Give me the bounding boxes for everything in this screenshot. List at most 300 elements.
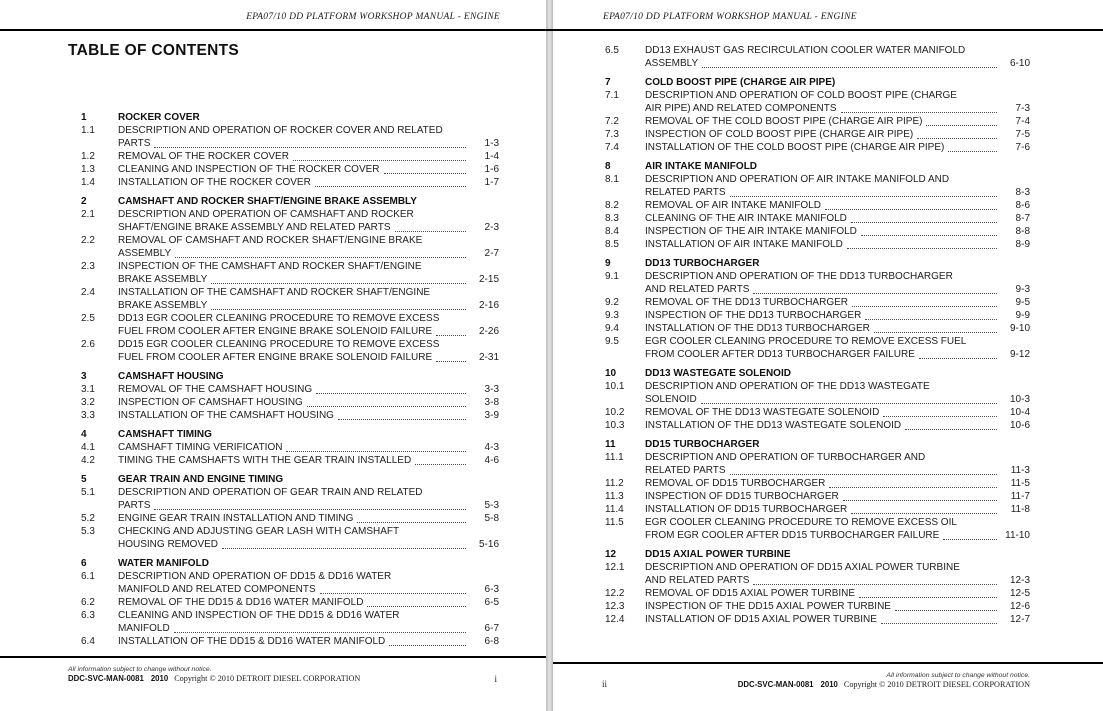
entry-number: 7.1 bbox=[605, 90, 619, 101]
toc-section-heading bbox=[605, 438, 1030, 451]
section-title: CAMSHAFT AND ROCKER SHAFT/ENGINE BRAKE ASSEMBLY bbox=[118, 196, 417, 207]
entry-number: 2.4 bbox=[81, 287, 95, 298]
entry-title bbox=[645, 44, 1000, 70]
entry-title-line: CHECKING AND ADJUSTING GEAR LASH WITH CAMSHAFT bbox=[118, 526, 400, 537]
entry-title bbox=[645, 613, 1000, 626]
entry-title-last-line bbox=[645, 600, 1000, 613]
entry-title-line: EGR COOLER CLEANING PROCEDURE TO REMOVE EXCESS OIL bbox=[645, 517, 957, 528]
dot-leader bbox=[293, 150, 466, 161]
entry-title-line: INSTALLATION OF THE CAMSHAFT AND ROCKER SHAFT/ENGINE bbox=[118, 287, 431, 298]
running-header-right: EPA07/10 DD PLATFORM WORKSHOP MANUAL - ENGINE bbox=[603, 12, 857, 22]
dot-leader bbox=[367, 596, 466, 607]
dot-leader bbox=[701, 393, 997, 404]
entry-title-last-line bbox=[645, 490, 1000, 503]
entry-number: 6.3 bbox=[81, 610, 95, 621]
entry-title bbox=[645, 380, 1000, 406]
toc-entry bbox=[81, 635, 499, 648]
entry-title-last-line bbox=[645, 322, 1000, 335]
footer-rule-right bbox=[553, 662, 1103, 664]
entry-number: 12.3 bbox=[605, 601, 625, 612]
entry-page-number: 2-31 bbox=[478, 352, 499, 363]
toc-entry bbox=[81, 512, 499, 525]
section-title: ROCKER COVER bbox=[118, 112, 200, 123]
entry-title-line: DESCRIPTION AND OPERATION OF THE DD13 TURBOCHARGER bbox=[645, 271, 953, 282]
entry-title-line: SHAFT/ENGINE BRAKE ASSEMBLY AND RELATED PARTS bbox=[118, 222, 391, 233]
entry-title-line: DESCRIPTION AND OPERATION OF DD15 & DD16 WATER bbox=[118, 571, 392, 582]
entry-title-last-line bbox=[645, 238, 1000, 251]
toc-section-heading bbox=[605, 548, 1030, 561]
toc-entry bbox=[605, 173, 1030, 199]
entry-title-line: ENGINE GEAR TRAIN INSTALLATION AND TIMING bbox=[118, 513, 354, 524]
entry-page-number: 10-3 bbox=[1009, 394, 1030, 405]
entry-title bbox=[118, 441, 469, 454]
entry-title-last-line bbox=[645, 186, 1000, 199]
entry-number: 11.3 bbox=[605, 491, 624, 502]
footer-right bbox=[738, 672, 1030, 689]
dot-leader bbox=[843, 490, 997, 501]
section-number: 1 bbox=[81, 112, 87, 123]
entry-number: 5.1 bbox=[81, 487, 95, 498]
toc-entry bbox=[605, 419, 1030, 432]
entry-title-last-line bbox=[645, 199, 1000, 212]
entry-page-number: 1-7 bbox=[484, 177, 499, 188]
section-title: WATER MANIFOLD bbox=[118, 558, 209, 569]
toc-entry bbox=[605, 296, 1030, 309]
entry-page-number: 11-3 bbox=[1010, 465, 1030, 476]
toc-entry bbox=[81, 441, 499, 454]
entry-number: 7.2 bbox=[605, 116, 619, 127]
entry-page-number: 11-10 bbox=[1005, 530, 1030, 541]
entry-title-line: DD13 EXHAUST GAS RECIRCULATION COOLER WATER MANIFOLD bbox=[645, 45, 966, 56]
entry-title-last-line bbox=[645, 503, 1000, 516]
entry-title-line: SOLENOID bbox=[645, 394, 697, 405]
entry-number: 4.2 bbox=[81, 455, 95, 466]
toc-entry bbox=[605, 516, 1030, 542]
dot-leader bbox=[154, 137, 466, 148]
entry-number: 1.1 bbox=[81, 125, 95, 136]
section-title: COLD BOOST PIPE (CHARGE AIR PIPE) bbox=[645, 77, 836, 88]
entry-title-line: CAMSHAFT TIMING VERIFICATION bbox=[118, 442, 283, 453]
entry-page-number: 3-9 bbox=[484, 410, 499, 421]
entry-title bbox=[118, 124, 469, 150]
entry-title-last-line bbox=[645, 102, 1000, 115]
footer-doc-id: DDC-SVC-MAN-0081 bbox=[68, 674, 144, 683]
page-number-left: i bbox=[494, 674, 497, 684]
dot-leader bbox=[883, 406, 997, 417]
entry-title bbox=[118, 234, 469, 260]
entry-number: 1.3 bbox=[81, 164, 95, 175]
entry-number: 3.3 bbox=[81, 410, 95, 421]
entry-page-number: 12-3 bbox=[1009, 575, 1030, 586]
entry-number: 3.1 bbox=[81, 384, 95, 395]
entry-title-last-line bbox=[645, 128, 1000, 141]
dot-leader bbox=[702, 57, 997, 68]
dot-leader bbox=[926, 115, 997, 126]
entry-title-line: MANIFOLD AND RELATED COMPONENTS bbox=[118, 584, 316, 595]
entry-number: 10.3 bbox=[605, 420, 625, 431]
entry-number: 10.1 bbox=[605, 381, 625, 392]
entry-title-line: INSTALLATION OF THE COLD BOOST PIPE (CHARGE AIR PIPE) bbox=[645, 142, 945, 153]
dot-leader bbox=[436, 325, 466, 336]
toc-entry bbox=[81, 176, 499, 189]
toc-entry bbox=[605, 309, 1030, 322]
dot-leader bbox=[943, 529, 997, 540]
entry-title-line: REMOVAL OF THE ROCKER COVER bbox=[118, 151, 289, 162]
dot-leader bbox=[389, 635, 466, 646]
entry-title-line: BRAKE ASSEMBLY bbox=[118, 300, 208, 311]
entry-page-number: 5-16 bbox=[478, 539, 499, 550]
entry-title-line: REMOVAL OF THE DD13 TURBOCHARGER bbox=[645, 297, 848, 308]
dot-leader bbox=[175, 247, 466, 258]
entry-page-number: 11-7 bbox=[1010, 491, 1030, 502]
entry-title bbox=[645, 128, 1000, 141]
entry-number: 9.3 bbox=[605, 310, 619, 321]
entry-title-last-line bbox=[118, 396, 469, 409]
entry-title-line: INSTALLATION OF DD15 TURBOCHARGER bbox=[645, 504, 848, 515]
toc-section-heading bbox=[81, 428, 499, 441]
section-title: GEAR TRAIN AND ENGINE TIMING bbox=[118, 474, 284, 485]
entry-title-line: ASSEMBLY bbox=[118, 248, 172, 259]
footer-notice: All information subject to change without notice. bbox=[68, 666, 212, 673]
entry-title-line: HOUSING REMOVED bbox=[118, 539, 219, 550]
toc-section-heading bbox=[605, 367, 1030, 380]
entry-page-number: 11-5 bbox=[1010, 478, 1030, 489]
page-title: TABLE OF CONTENTS bbox=[68, 42, 239, 59]
entry-title bbox=[645, 225, 1000, 238]
entry-title-last-line bbox=[645, 393, 1000, 406]
entry-title-line: INSTALLATION OF THE DD15 & DD16 WATER MANIFOLD bbox=[118, 636, 386, 647]
entry-title-line: INSTALLATION OF THE CAMSHAFT HOUSING bbox=[118, 410, 334, 421]
entry-title bbox=[645, 451, 1000, 477]
entry-title bbox=[645, 322, 1000, 335]
entry-title bbox=[645, 270, 1000, 296]
entry-page-number: 6-5 bbox=[484, 597, 499, 608]
entry-title-line: DD15 EGR COOLER CLEANING PROCEDURE TO REMOVE EXCESS bbox=[118, 339, 440, 350]
dot-leader bbox=[917, 128, 997, 139]
entry-title-line: AND RELATED PARTS bbox=[645, 575, 750, 586]
entry-number: 2.5 bbox=[81, 313, 95, 324]
entry-title-line: INSTALLATION OF THE DD13 WASTEGATE SOLENOID bbox=[645, 420, 902, 431]
entry-title bbox=[645, 199, 1000, 212]
footer-rule-left bbox=[0, 656, 546, 658]
entry-page-number: 10-4 bbox=[1009, 407, 1030, 418]
entry-title-line: DESCRIPTION AND OPERATION OF COLD BOOST PIPE (CHARGE bbox=[645, 90, 957, 101]
toc-list-left bbox=[81, 105, 499, 648]
entry-title bbox=[118, 486, 469, 512]
entry-title-last-line bbox=[118, 441, 469, 454]
toc-entry bbox=[81, 596, 499, 609]
entry-page-number: 1-3 bbox=[484, 138, 499, 149]
entry-number: 11.5 bbox=[605, 517, 624, 528]
entry-title-line: MANIFOLD bbox=[118, 623, 170, 634]
dot-leader bbox=[847, 238, 997, 249]
entry-title-line: DESCRIPTION AND OPERATION OF TURBOCHARGER AND bbox=[645, 452, 926, 463]
entry-page-number: 5-8 bbox=[484, 513, 499, 524]
entry-title-last-line bbox=[118, 583, 469, 596]
toc-entry bbox=[605, 225, 1030, 238]
section-title: DD15 TURBOCHARGER bbox=[645, 439, 760, 450]
section-number: 6 bbox=[81, 558, 87, 569]
dot-leader bbox=[852, 296, 997, 307]
entry-title bbox=[118, 409, 469, 422]
running-header-left: EPA07/10 DD PLATFORM WORKSHOP MANUAL - ENGINE bbox=[246, 12, 500, 22]
entry-title-line: REMOVAL OF DD15 TURBOCHARGER bbox=[645, 478, 826, 489]
entry-title-line: EGR COOLER CLEANING PROCEDURE TO REMOVE EXCESS FUEL bbox=[645, 336, 967, 347]
entry-title-line: TIMING THE CAMSHAFTS WITH THE GEAR TRAIN INSTALLED bbox=[118, 455, 412, 466]
toc-entry bbox=[81, 338, 499, 364]
section-title: DD13 TURBOCHARGER bbox=[645, 258, 760, 269]
entry-title bbox=[645, 419, 1000, 432]
entry-number: 4.1 bbox=[81, 442, 95, 453]
entry-title-line: FROM COOLER AFTER DD13 TURBOCHARGER FAILURE bbox=[645, 349, 915, 360]
entry-title-last-line bbox=[118, 454, 469, 467]
toc-entry bbox=[81, 486, 499, 512]
entry-page-number: 2-26 bbox=[478, 326, 499, 337]
footer-copyright: Copyright © 2010 DETROIT DIESEL CORPORATION bbox=[843, 680, 1030, 689]
entry-title-line: INSPECTION OF THE DD13 TURBOCHARGER bbox=[645, 310, 862, 321]
dot-leader bbox=[865, 309, 997, 320]
footer-doc-id: DDC-SVC-MAN-0081 bbox=[737, 680, 814, 689]
entry-title-last-line bbox=[118, 176, 469, 189]
entry-title-line: AIR PIPE) AND RELATED COMPONENTS bbox=[645, 103, 837, 114]
entry-title bbox=[118, 286, 469, 312]
entry-title-line: REMOVAL OF CAMSHAFT AND ROCKER SHAFT/ENGINE BRAKE bbox=[118, 235, 423, 246]
entry-title-last-line bbox=[118, 137, 469, 150]
entry-number: 5.2 bbox=[81, 513, 95, 524]
toc-entry bbox=[605, 322, 1030, 335]
entry-title-line: PARTS bbox=[118, 138, 151, 149]
section-number: 3 bbox=[81, 371, 87, 382]
toc-entry bbox=[81, 396, 499, 409]
entry-page-number: 2-7 bbox=[484, 248, 499, 259]
entry-page-number: 4-3 bbox=[484, 442, 499, 453]
entry-number: 5.3 bbox=[81, 526, 95, 537]
toc-entry bbox=[605, 406, 1030, 419]
entry-title bbox=[645, 141, 1000, 154]
entry-title-line: REMOVAL OF THE COLD BOOST PIPE (CHARGE AIR PIPE) bbox=[645, 116, 923, 127]
entry-title-line: INSPECTION OF DD15 TURBOCHARGER bbox=[645, 491, 839, 502]
dot-leader bbox=[851, 212, 997, 223]
entry-title-line: PARTS bbox=[118, 500, 151, 511]
entry-title bbox=[118, 208, 469, 234]
header-rule bbox=[0, 29, 1103, 31]
dot-leader bbox=[211, 299, 466, 310]
dot-leader bbox=[905, 419, 997, 430]
dot-leader bbox=[861, 225, 997, 236]
dot-leader bbox=[316, 383, 466, 394]
entry-page-number: 10-6 bbox=[1009, 420, 1030, 431]
toc-list-right bbox=[605, 44, 1030, 626]
entry-title-last-line bbox=[118, 383, 469, 396]
entry-page-number: 7-3 bbox=[1015, 103, 1030, 114]
entry-title bbox=[645, 600, 1000, 613]
dot-leader bbox=[753, 283, 997, 294]
dot-leader bbox=[286, 441, 466, 452]
entry-title bbox=[118, 454, 469, 467]
entry-title-last-line bbox=[645, 464, 1000, 477]
entry-title bbox=[645, 490, 1000, 503]
page-right bbox=[553, 0, 1103, 711]
entry-page-number: 9-12 bbox=[1009, 349, 1030, 360]
toc-entry bbox=[81, 570, 499, 596]
entry-number: 9.2 bbox=[605, 297, 619, 308]
dot-leader bbox=[384, 163, 466, 174]
entry-page-number: 2-16 bbox=[478, 300, 499, 311]
toc-entry bbox=[81, 124, 499, 150]
section-title: CAMSHAFT HOUSING bbox=[118, 371, 224, 382]
toc-entry bbox=[605, 238, 1030, 251]
entry-title bbox=[118, 163, 469, 176]
entry-title-line: REMOVAL OF THE CAMSHAFT HOUSING bbox=[118, 384, 313, 395]
toc-entry bbox=[605, 212, 1030, 225]
toc-entry bbox=[605, 587, 1030, 600]
toc-entry bbox=[605, 600, 1030, 613]
toc-entry bbox=[605, 335, 1030, 361]
dot-leader bbox=[415, 454, 466, 465]
entry-number: 11.1 bbox=[605, 452, 624, 463]
entry-title-line: INSPECTION OF COLD BOOST PIPE (CHARGE AIR PIPE) bbox=[645, 129, 914, 140]
entry-number: 1.2 bbox=[81, 151, 95, 162]
dot-leader bbox=[859, 587, 997, 598]
toc-entry bbox=[605, 89, 1030, 115]
section-number: 10 bbox=[605, 368, 617, 379]
entry-title bbox=[118, 312, 469, 338]
toc-section-heading bbox=[81, 111, 499, 124]
toc-entry bbox=[605, 503, 1030, 516]
section-title: AIR INTAKE MANIFOLD bbox=[645, 161, 758, 172]
entry-title bbox=[118, 150, 469, 163]
entry-title-last-line bbox=[645, 309, 1000, 322]
entry-page-number: 7-4 bbox=[1015, 116, 1030, 127]
entry-page-number: 8-7 bbox=[1015, 213, 1030, 224]
entry-number: 8.4 bbox=[605, 226, 619, 237]
dot-leader bbox=[174, 622, 466, 633]
entry-title bbox=[645, 238, 1000, 251]
section-number: 2 bbox=[81, 196, 87, 207]
section-number: 7 bbox=[605, 77, 611, 88]
entry-page-number: 6-8 bbox=[484, 636, 499, 647]
section-number: 5 bbox=[81, 474, 87, 485]
entry-number: 6.2 bbox=[81, 597, 95, 608]
entry-number: 2.3 bbox=[81, 261, 95, 272]
entry-title-last-line bbox=[645, 587, 1000, 600]
entry-title-line: DD13 EGR COOLER CLEANING PROCEDURE TO REMOVE EXCESS bbox=[118, 313, 440, 324]
footer-year: 2010 bbox=[820, 680, 838, 689]
entry-title-last-line bbox=[118, 325, 469, 338]
entry-title-last-line bbox=[645, 419, 1000, 432]
dot-leader bbox=[357, 512, 466, 523]
toc-entry bbox=[81, 454, 499, 467]
entry-number: 2.6 bbox=[81, 339, 95, 350]
entry-page-number: 8-6 bbox=[1015, 200, 1030, 211]
entry-title-line: INSPECTION OF THE DD15 AXIAL POWER TURBINE bbox=[645, 601, 891, 612]
entry-title-line: RELATED PARTS bbox=[645, 187, 726, 198]
footer-left bbox=[68, 666, 360, 683]
entry-number: 2.2 bbox=[81, 235, 95, 246]
entry-page-number: 1-6 bbox=[484, 164, 499, 175]
dot-leader bbox=[829, 477, 997, 488]
toc-entry bbox=[605, 44, 1030, 70]
page-gutter-divider bbox=[546, 0, 553, 711]
entry-title bbox=[118, 383, 469, 396]
dot-leader bbox=[895, 600, 997, 611]
dot-leader bbox=[730, 186, 997, 197]
section-number: 11 bbox=[605, 439, 616, 450]
entry-title-line: DESCRIPTION AND OPERATION OF THE DD13 WASTEGATE bbox=[645, 381, 930, 392]
entry-title bbox=[118, 396, 469, 409]
entry-number: 9.4 bbox=[605, 323, 619, 334]
entry-title-line: BRAKE ASSEMBLY bbox=[118, 274, 208, 285]
entry-number: 8.3 bbox=[605, 213, 619, 224]
toc-entry bbox=[81, 525, 499, 551]
entry-title-line: DESCRIPTION AND OPERATION OF DD15 AXIAL POWER TURBINE bbox=[645, 562, 960, 573]
dot-leader bbox=[948, 141, 997, 152]
entry-page-number: 3-8 bbox=[484, 397, 499, 408]
entry-number: 7.3 bbox=[605, 129, 619, 140]
toc-section-heading bbox=[81, 473, 499, 486]
entry-title bbox=[118, 176, 469, 189]
entry-title-last-line bbox=[118, 150, 469, 163]
toc-entry bbox=[81, 383, 499, 396]
toc-section-heading bbox=[81, 370, 499, 383]
toc-entry bbox=[81, 234, 499, 260]
toc-entry bbox=[605, 115, 1030, 128]
entry-page-number: 8-8 bbox=[1015, 226, 1030, 237]
entry-page-number: 5-3 bbox=[484, 500, 499, 511]
toc-entry bbox=[605, 451, 1030, 477]
entry-page-number: 12-7 bbox=[1009, 614, 1030, 625]
entry-title-last-line bbox=[645, 115, 1000, 128]
entry-number: 6.4 bbox=[81, 636, 95, 647]
dot-leader bbox=[881, 613, 997, 624]
entry-title-last-line bbox=[645, 574, 1000, 587]
entry-number: 12.1 bbox=[605, 562, 625, 573]
entry-number: 1.4 bbox=[81, 177, 95, 188]
entry-page-number: 3-3 bbox=[484, 384, 499, 395]
entry-number: 6.5 bbox=[605, 45, 619, 56]
toc-entry bbox=[605, 141, 1030, 154]
toc-entry bbox=[605, 477, 1030, 490]
entry-title-last-line bbox=[118, 635, 469, 648]
entry-title bbox=[118, 525, 469, 551]
entry-title-line: INSTALLATION OF DD15 AXIAL POWER TURBINE bbox=[645, 614, 877, 625]
entry-title-last-line bbox=[118, 409, 469, 422]
section-number: 12 bbox=[605, 549, 617, 560]
entry-page-number: 7-6 bbox=[1015, 142, 1030, 153]
entry-title-last-line bbox=[645, 283, 1000, 296]
entry-number: 10.2 bbox=[605, 407, 625, 418]
entry-number: 9.1 bbox=[605, 271, 619, 282]
entry-page-number: 9-3 bbox=[1015, 284, 1030, 295]
entry-title-last-line bbox=[118, 538, 469, 551]
entry-title-last-line bbox=[645, 477, 1000, 490]
entry-title bbox=[118, 260, 469, 286]
toc-entry bbox=[81, 208, 499, 234]
toc-entry bbox=[81, 286, 499, 312]
toc-entry bbox=[81, 609, 499, 635]
entry-title bbox=[645, 173, 1000, 199]
toc-entry bbox=[605, 270, 1030, 296]
entry-title-line: RELATED PARTS bbox=[645, 465, 726, 476]
section-title: DD15 AXIAL POWER TURBINE bbox=[645, 549, 791, 560]
entry-title-line: CLEANING AND INSPECTION OF THE DD15 & DD16 WATER bbox=[118, 610, 400, 621]
entry-page-number: 1-4 bbox=[484, 151, 499, 162]
entry-page-number: 8-9 bbox=[1015, 239, 1030, 250]
toc-entry bbox=[81, 409, 499, 422]
toc-section-heading bbox=[81, 195, 499, 208]
toc-entry bbox=[605, 490, 1030, 503]
entry-title-last-line bbox=[118, 596, 469, 609]
